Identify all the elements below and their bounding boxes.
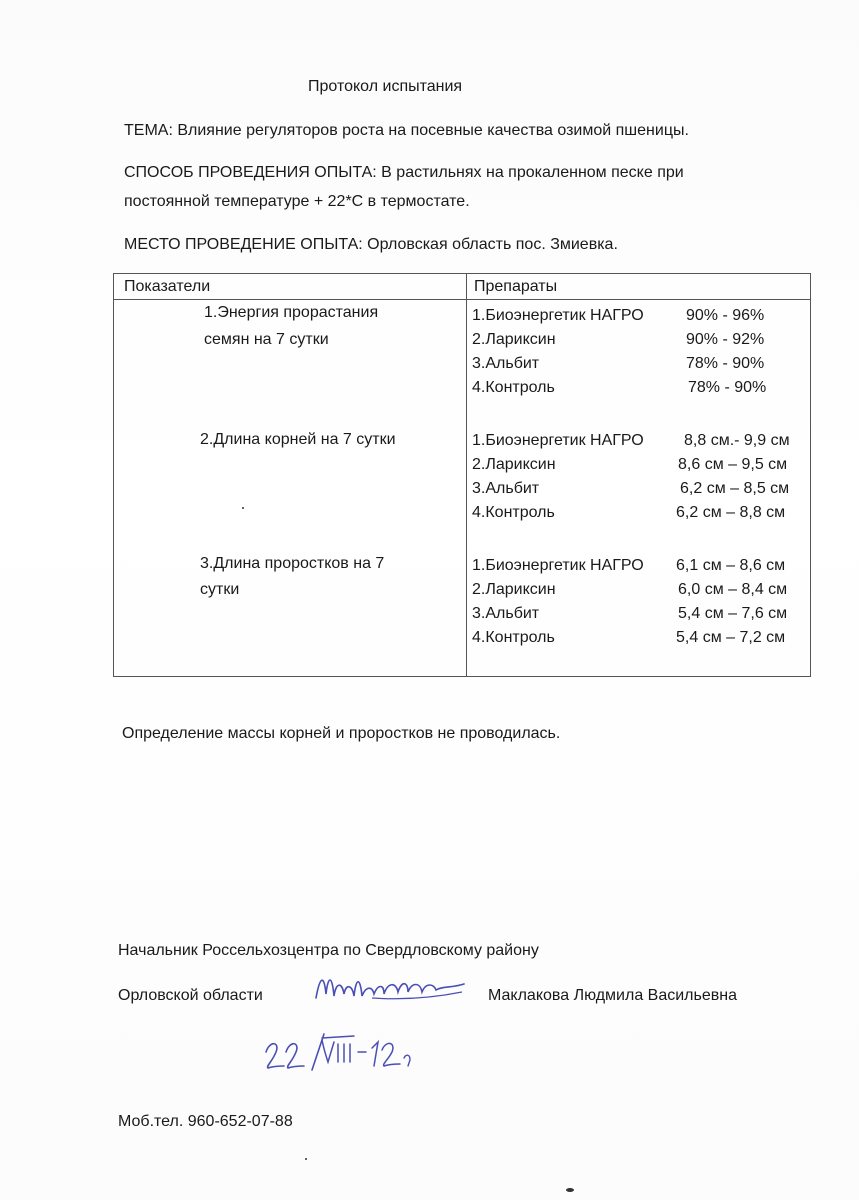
- scan-speck: [242, 507, 244, 509]
- drug-name: 4.Контроль: [472, 504, 555, 521]
- handwritten-date: [262, 1030, 422, 1080]
- indicator-line: 3.Длина проростков на 7: [200, 555, 385, 572]
- results-table: [113, 273, 811, 677]
- drug-value: 5,4 см – 7,6 см: [678, 605, 788, 622]
- document-title: Протокол испытания: [308, 78, 463, 95]
- handwritten-signature: [312, 968, 472, 1008]
- table-header-drugs: Препараты: [474, 278, 558, 295]
- drug-name: 2.Лариксин: [472, 331, 556, 348]
- drug-name: 2.Лариксин: [472, 456, 556, 473]
- method-line-1: СПОСОБ ПРОВЕДЕНИЯ ОПЫТА: В растильнях на прокаленном песке при: [124, 164, 684, 181]
- drug-value: 6,2 см – 8,5 см: [680, 480, 790, 497]
- chief-title-line-1: Начальник Россельхозцентра по Свердловскому району: [118, 942, 539, 959]
- table-header-indicators: Показатели: [124, 278, 211, 295]
- drug-value: 78% - 90%: [688, 379, 767, 396]
- method-line-2: постоянной температуре + 22*С в термостате.: [124, 193, 470, 210]
- drug-value: 90% - 92%: [686, 331, 765, 348]
- table-column-divider: [466, 274, 467, 676]
- indicator-line: 1.Энергия прорастания: [204, 304, 379, 321]
- drug-value: 78% - 90%: [686, 355, 765, 372]
- scan-speck: [566, 1188, 574, 1192]
- phone-line: Моб.тел. 960-652-07-88: [118, 1113, 293, 1130]
- topic-line: ТЕМА: Влияние регуляторов роста на посевные качества озимой пшеницы.: [124, 122, 689, 139]
- place-line: МЕСТО ПРОВЕДЕНИЕ ОПЫТА: Орловская область пос. Змиевка.: [124, 236, 618, 253]
- drug-name: 3.Альбит: [472, 605, 540, 622]
- drug-value: 90% - 96%: [686, 307, 765, 324]
- signatory-full-name: Маклакова Людмила Васильевна: [488, 987, 737, 1004]
- drug-name: 2.Лариксин: [472, 581, 556, 598]
- indicator-line: семян на 7 сутки: [204, 331, 329, 348]
- indicator-line: 2.Длина корней на 7 сутки: [200, 431, 396, 448]
- drug-value: 6,2 см – 8,8 см: [676, 504, 786, 521]
- drug-name: 1.Биоэнергетик НАГРО: [472, 557, 644, 574]
- drug-value: 6,0 см – 8,4 см: [678, 581, 788, 598]
- drug-name: 1.Биоэнергетик НАГРО: [472, 432, 644, 449]
- drug-value: 5,4 см – 7,2 см: [676, 629, 786, 646]
- scan-speck: [305, 1158, 307, 1160]
- indicator-line: сутки: [200, 581, 240, 598]
- drug-name: 4.Контроль: [472, 379, 555, 396]
- drug-name: 3.Альбит: [472, 480, 540, 497]
- drug-value: 8,6 см – 9,5 см: [678, 456, 788, 473]
- chief-title-line-2: Орловской области: [118, 987, 263, 1004]
- note-line: Определение массы корней и проростков не проводилась.: [122, 725, 561, 742]
- drug-name: 3.Альбит: [472, 355, 540, 372]
- drug-name: 4.Контроль: [472, 629, 555, 646]
- drug-value: 6,1 см – 8,6 см: [676, 557, 786, 574]
- drug-name: 1.Биоэнергетик НАГРО: [472, 307, 644, 324]
- drug-value: 8,8 см.- 9,9 см: [684, 432, 790, 449]
